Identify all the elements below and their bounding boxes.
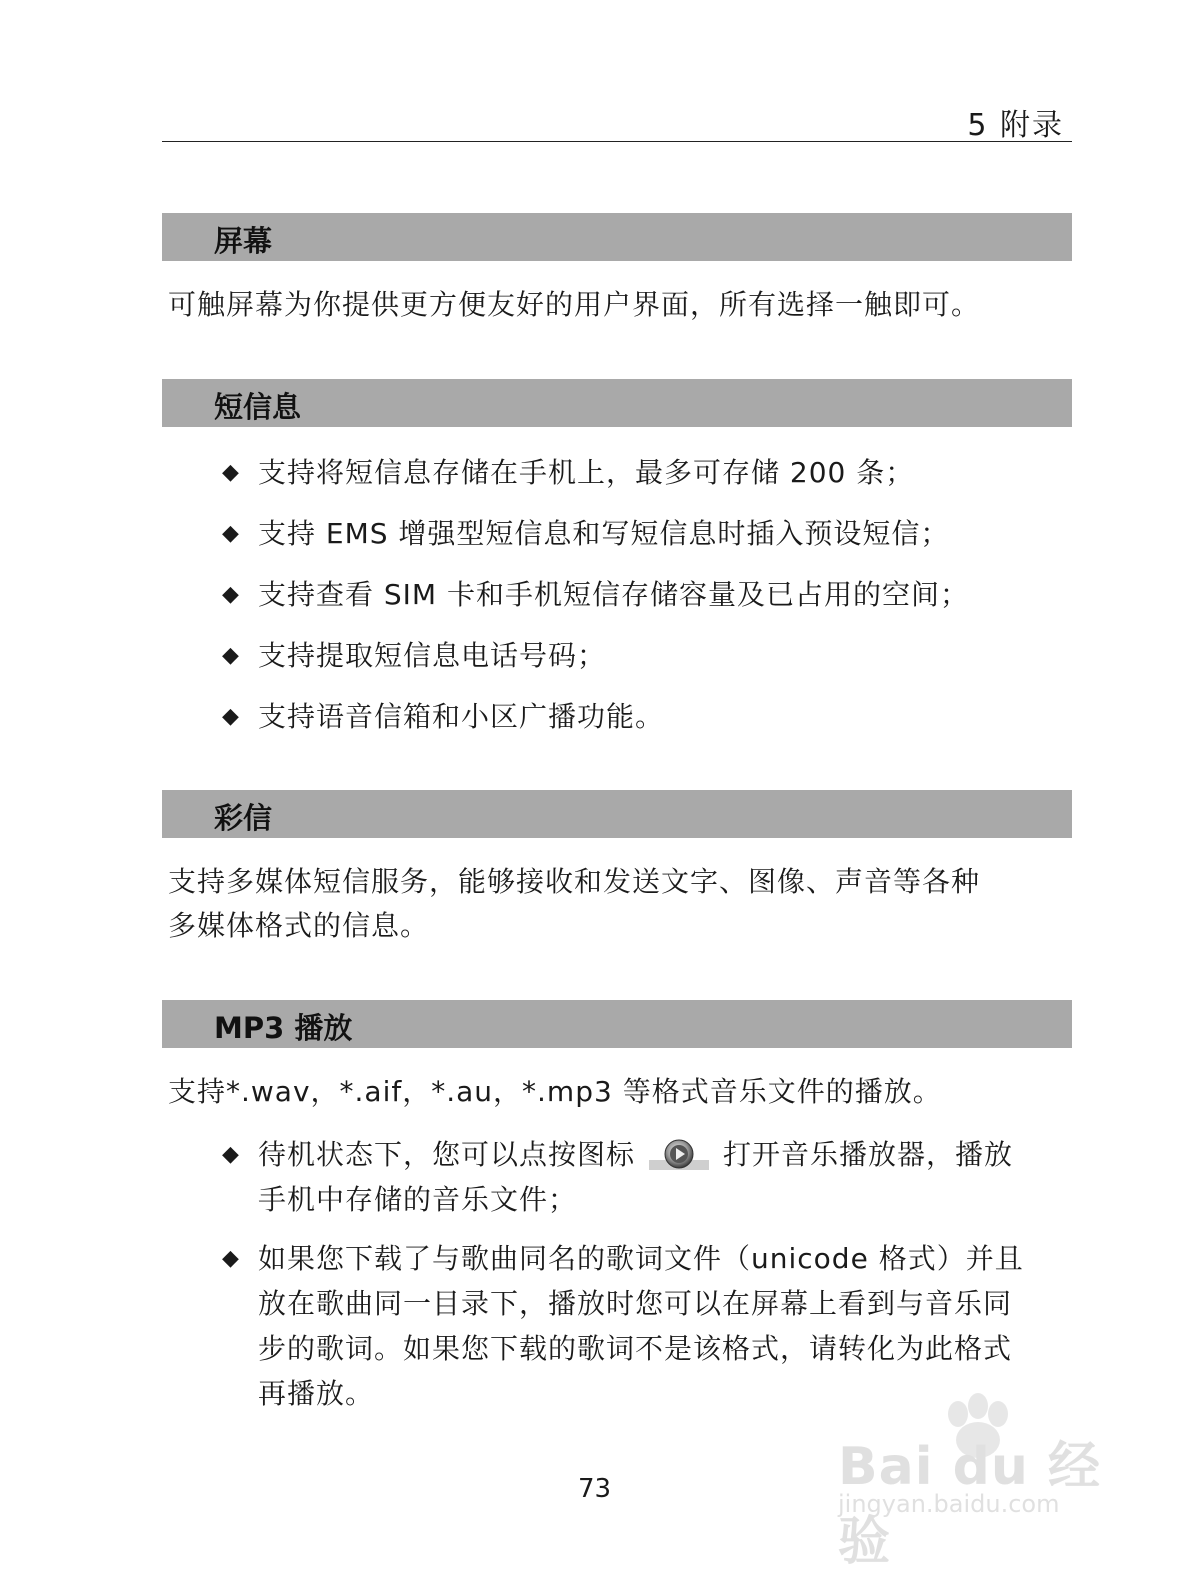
bullet-diamond-icon: ◆ [222,521,240,546]
list-item: ◆ 支持 EMS 增强型短信息和写短信息时插入预设短信； [222,511,1072,556]
baidu-watermark [830,1392,1110,1572]
watermark-logo: Bai du 经验 [838,1437,1101,1572]
section-title: 短信息 [214,390,302,424]
section-bar-mms [162,790,1072,838]
list-item: ◆ 支持将短信息存储在手机上，最多可存储 200 条； [222,450,1072,495]
list-item: ◆ 支持语音信箱和小区广播功能。 [222,694,1072,739]
bullet-diamond-icon: ◆ [222,704,240,729]
list-item: ◆ 如果您下载了与歌曲同名的歌词文件（unicode 格式）并且 放在歌曲同一目录下，播放时您可以在屏幕上看到与音乐同 步的歌词。如果您下载的歌词不是该格式，请转化为此格式 再播放。 [222,1236,1072,1416]
bullet-diamond-icon: ◆ [222,1246,240,1271]
list-item: ◆ 待机状态下，您可以点按图标 打开音乐播放器，播放 手机中存储的音乐文件； [222,1132,1072,1222]
page-header [162,98,1072,142]
list-item: ◆ 支持查看 SIM 卡和手机短信存储容量及已占用的空间； [222,572,1072,617]
section-title: 彩信 [214,801,273,835]
bullet-diamond-icon: ◆ [222,460,240,485]
bullet-diamond-icon: ◆ [222,1142,240,1167]
chapter-title: 5 附录 [967,108,1064,143]
bullet-diamond-icon: ◆ [222,582,240,607]
list-item: ◆ 支持提取短信息电话号码； [222,633,1072,678]
section-paragraph: 支持*.wav，*.aif，*.au，*.mp3 等格式音乐文件的播放。 [168,1075,942,1108]
section-bar-screen [162,213,1072,261]
bullet-diamond-icon: ◆ [222,643,240,668]
section-bar-sms [162,379,1072,427]
section-paragraph: 支持多媒体短信服务，能够接收和发送文字、图像、声音等各种 多媒体格式的信息。 [168,865,981,942]
page-number: 73 [577,1474,612,1504]
section-paragraph: 可触屏幕为你提供更方便友好的用户界面，所有选择一触即可。 [168,288,981,321]
section-title: 屏幕 [214,224,273,258]
section-bar-mp3 [162,1000,1072,1048]
music-player-icon [649,1139,709,1173]
section-title: MP3 播放 [214,1011,353,1045]
watermark-url: jingyan.baidu.com [838,1490,1060,1518]
